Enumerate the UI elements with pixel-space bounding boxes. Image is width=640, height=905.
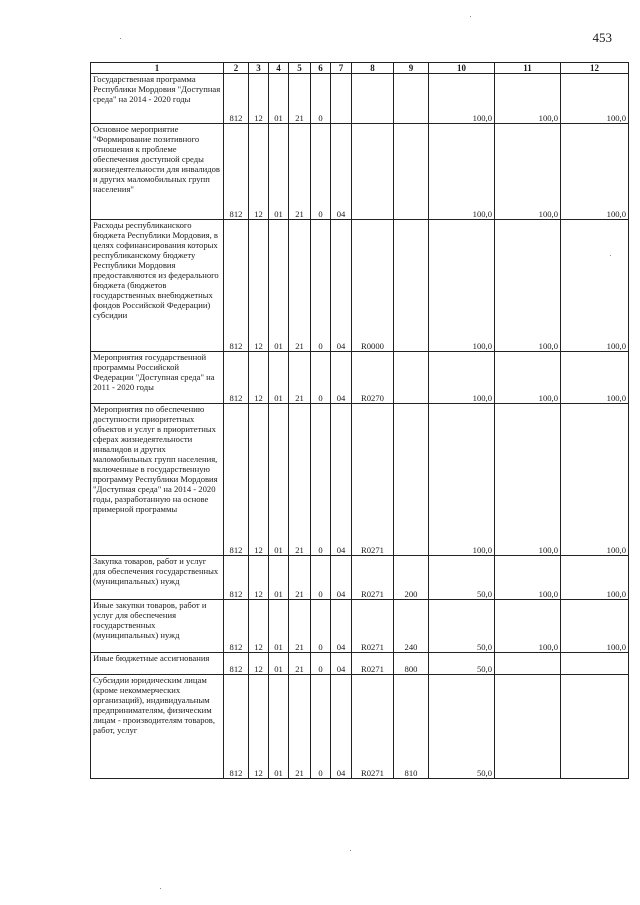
cell-c12 [561,675,629,779]
cell-c10: 50,0 [429,675,495,779]
column-header: 5 [289,63,311,74]
cell-c5: 21 [289,352,311,404]
table-body [91,74,629,779]
table-row [91,74,629,124]
cell-c8 [352,124,394,220]
column-header: 10 [429,63,495,74]
cell-c11 [495,675,561,779]
cell-c9: 800 [394,653,429,675]
cell-c8: R0000 [352,220,394,352]
page-number: 453 [592,30,612,45]
table-row [91,404,629,556]
cell-c3: 12 [249,220,269,352]
cell-c2: 812 [224,556,249,600]
cell-c5: 21 [289,404,311,556]
cell-c4: 01 [269,653,289,675]
cell-c2: 812 [224,675,249,779]
cell-c6: 0 [311,653,331,675]
cell-c8: R0271 [352,600,394,653]
cell-c6: 0 [311,74,331,124]
table-row [91,220,629,352]
cell-c2: 812 [224,352,249,404]
column-header: 9 [394,63,429,74]
cell-c12: 100,0 [561,600,629,653]
column-header: 11 [495,63,561,74]
cell-c12: 100,0 [561,556,629,600]
table-row [91,600,629,653]
table-row [91,653,629,675]
cell-c8: R0271 [352,653,394,675]
row-name-cell: Иные закупки товаров, работ и услуг для обеспечения государственных (муниципальных) нужд [91,600,224,653]
cell-c6: 0 [311,556,331,600]
cell-c9: 240 [394,600,429,653]
cell-c12: 100,0 [561,404,629,556]
cell-c4: 01 [269,124,289,220]
cell-c9: 200 [394,556,429,600]
cell-c4: 01 [269,556,289,600]
cell-c12: 100,0 [561,74,629,124]
table-row [91,124,629,220]
row-name-cell: Субсидии юридическим лицам (кроме некоммерческих организаций), индивидуальным предпринимателям, физическим лицам - производителям товаров, работ, услуг [91,675,224,779]
column-header: 1 [91,63,224,74]
cell-c4: 01 [269,74,289,124]
cell-c11: 100,0 [495,404,561,556]
cell-c3: 12 [249,404,269,556]
column-header: 3 [249,63,269,74]
cell-c12: 100,0 [561,352,629,404]
cell-c10: 50,0 [429,600,495,653]
column-header: 2 [224,63,249,74]
cell-c4: 01 [269,404,289,556]
cell-c5: 21 [289,653,311,675]
scan-speck [350,850,351,851]
column-header: 8 [352,63,394,74]
row-name-cell: Основное мероприятие "Формирование позитивного отношения к проблеме обеспечения доступной среды жизнедеятельности для инвалидов и других маломобильных групп населения" [91,124,224,220]
cell-c4: 01 [269,220,289,352]
row-name-cell: Закупка товаров, работ и услуг для обеспечения государственных (муниципальных) нужд [91,556,224,600]
cell-c9 [394,352,429,404]
cell-c4: 01 [269,352,289,404]
cell-c2: 812 [224,74,249,124]
scan-speck [120,38,121,39]
table-row [91,352,629,404]
cell-c2: 812 [224,124,249,220]
row-name-cell: Мероприятия государственной программы Российской Федерации "Доступная среда" на 2011 - 2020 годы [91,352,224,404]
cell-c9 [394,404,429,556]
row-name-cell: Иные бюджетные ассигнования [91,653,224,675]
cell-c8: R0270 [352,352,394,404]
cell-c10: 100,0 [429,352,495,404]
cell-c7: 04 [331,556,352,600]
cell-c3: 12 [249,653,269,675]
cell-c2: 812 [224,600,249,653]
cell-c12: 100,0 [561,124,629,220]
cell-c5: 21 [289,556,311,600]
cell-c11: 100,0 [495,220,561,352]
cell-c6: 0 [311,675,331,779]
cell-c6: 0 [311,600,331,653]
cell-c3: 12 [249,556,269,600]
cell-c6: 0 [311,124,331,220]
cell-c9 [394,220,429,352]
cell-c11: 100,0 [495,600,561,653]
cell-c3: 12 [249,675,269,779]
cell-c12 [561,653,629,675]
cell-c2: 812 [224,220,249,352]
cell-c5: 21 [289,124,311,220]
cell-c7: 04 [331,675,352,779]
column-header: 12 [561,63,629,74]
scan-speck [610,255,611,256]
cell-c7: 04 [331,352,352,404]
cell-c3: 12 [249,124,269,220]
cell-c8: R0271 [352,675,394,779]
row-name-cell: Мероприятия по обеспечению доступности приоритетных объектов и услуг в приоритетных сферах жизнедеятельности инвалидов и других маломобильных групп населения, включенные в государственную программу Республики Мордовия "Доступная среда" на 2014 - 2020 годы, разработанную на основе примерной программы [91,404,224,556]
cell-c10: 50,0 [429,556,495,600]
cell-c3: 12 [249,600,269,653]
scan-speck [470,16,471,17]
column-header: 4 [269,63,289,74]
cell-c11: 100,0 [495,74,561,124]
cell-c11 [495,653,561,675]
cell-c9 [394,74,429,124]
cell-c2: 812 [224,653,249,675]
cell-c6: 0 [311,404,331,556]
cell-c7: 04 [331,220,352,352]
cell-c4: 01 [269,675,289,779]
row-name-cell: Расходы республиканского бюджета Республики Мордовия, в целях софинансирования которых республиканскому бюджету Республики Мордовия предоставляются из федерального бюджета (бюджетов государственных внебюджетных фондов Российской Федерации) субсидии [91,220,224,352]
cell-c3: 12 [249,74,269,124]
cell-c7: 04 [331,600,352,653]
table-row [91,675,629,779]
row-name-cell: Государственная программа Республики Мордовия "Доступная среда" на 2014 - 2020 годы [91,74,224,124]
cell-c8: R0271 [352,556,394,600]
table-row [91,556,629,600]
cell-c8 [352,74,394,124]
cell-c11: 100,0 [495,556,561,600]
cell-c5: 21 [289,74,311,124]
cell-c5: 21 [289,600,311,653]
cell-c11: 100,0 [495,124,561,220]
cell-c10: 100,0 [429,74,495,124]
cell-c6: 0 [311,352,331,404]
scan-speck [160,888,161,889]
cell-c10: 100,0 [429,404,495,556]
cell-c5: 21 [289,675,311,779]
budget-table [90,62,629,779]
column-header: 7 [331,63,352,74]
cell-c7: 04 [331,653,352,675]
cell-c4: 01 [269,600,289,653]
header-row [91,63,629,74]
cell-c11: 100,0 [495,352,561,404]
cell-c5: 21 [289,220,311,352]
cell-c2: 812 [224,404,249,556]
cell-c3: 12 [249,352,269,404]
cell-c12: 100,0 [561,220,629,352]
cell-c6: 0 [311,220,331,352]
column-header: 6 [311,63,331,74]
cell-c10: 100,0 [429,124,495,220]
cell-c7 [331,74,352,124]
cell-c7: 04 [331,124,352,220]
cell-c9 [394,124,429,220]
cell-c8: R0271 [352,404,394,556]
cell-c10: 50,0 [429,653,495,675]
cell-c9: 810 [394,675,429,779]
cell-c10: 100,0 [429,220,495,352]
cell-c7: 04 [331,404,352,556]
